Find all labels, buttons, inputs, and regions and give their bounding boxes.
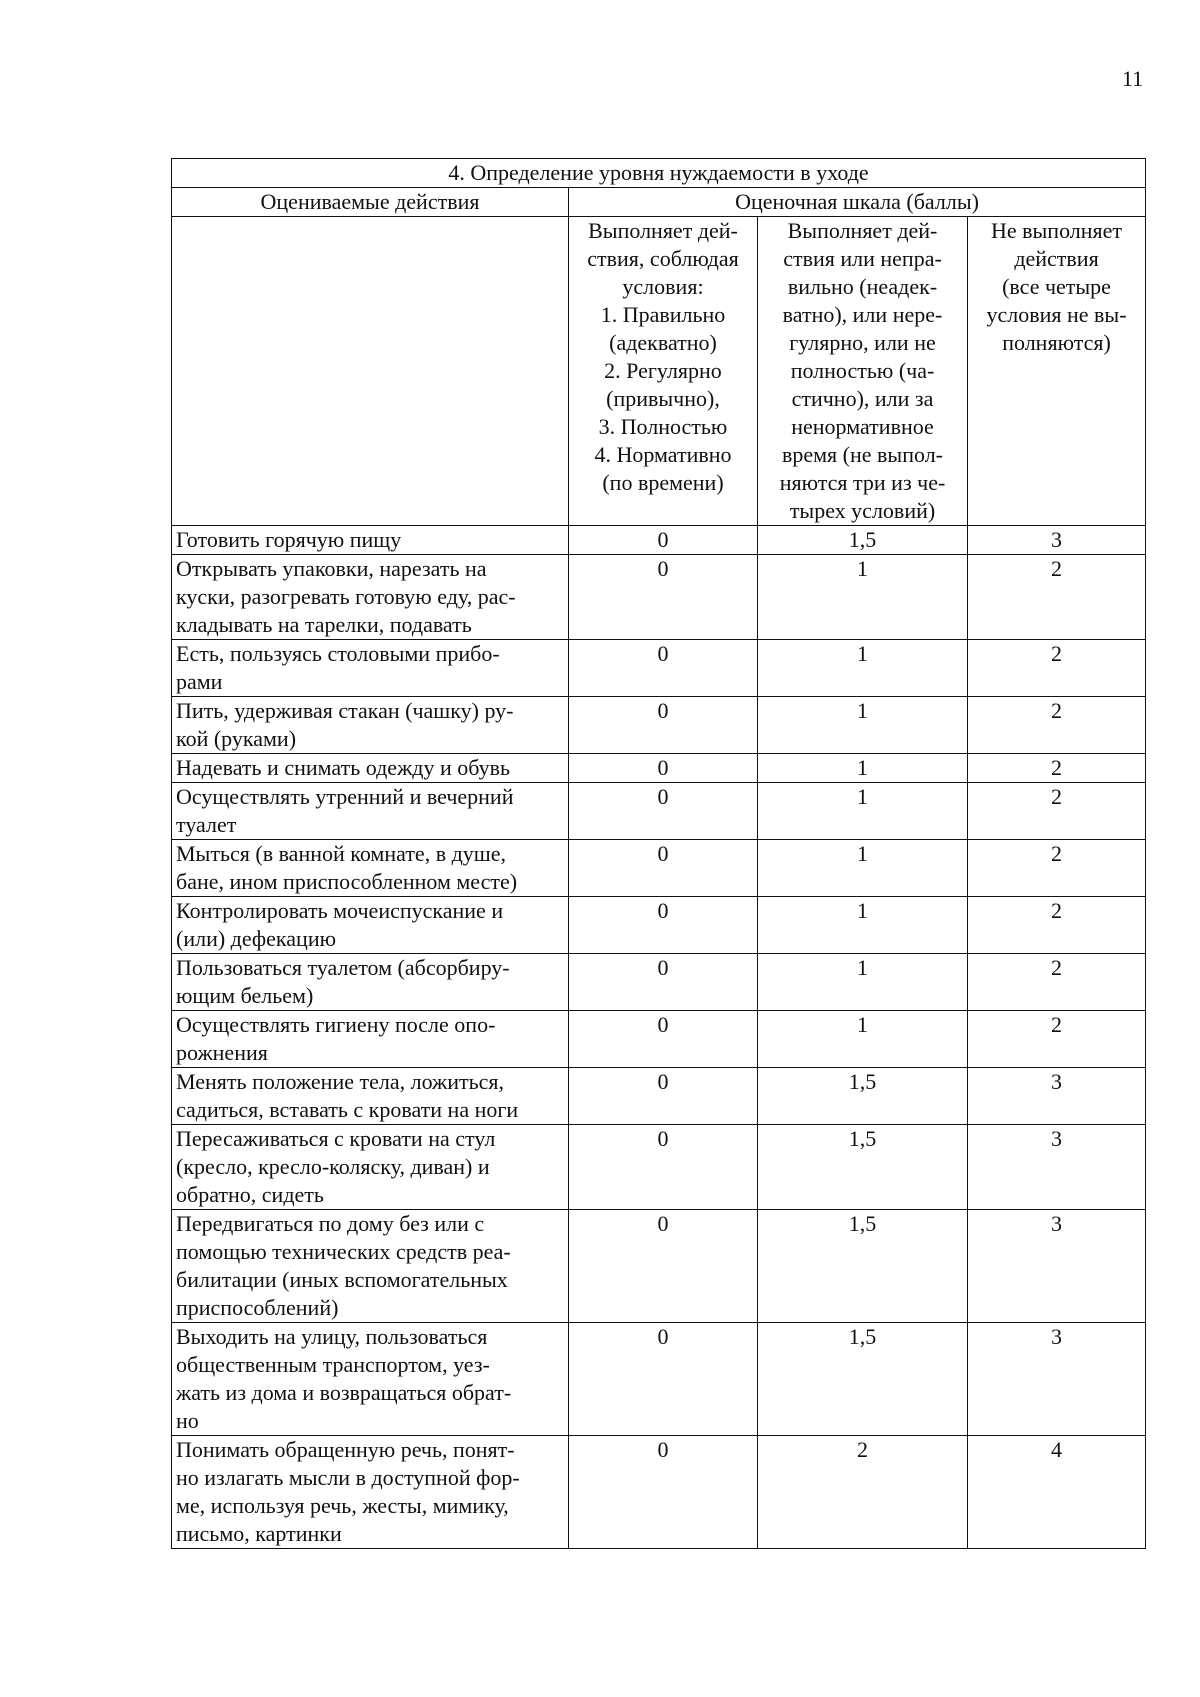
score-partial-cell: 1	[758, 555, 968, 640]
score-full-cell: 0	[569, 754, 758, 783]
action-cell: Контролировать мочеиспускание и (или) дефекацию	[172, 897, 569, 954]
table-row	[172, 754, 1146, 783]
action-cell: Надевать и снимать одежду и обувь	[172, 754, 569, 783]
score-none-cell: 2	[968, 640, 1146, 697]
table-row	[172, 1436, 1146, 1549]
table-row	[172, 897, 1146, 954]
score-partial-cell: 1	[758, 783, 968, 840]
score-none-cell: 2	[968, 897, 1146, 954]
action-cell: Осуществлять гигиену после опо- рожнения	[172, 1011, 569, 1068]
score-full-cell: 0	[569, 783, 758, 840]
score-none-cell: 2	[968, 783, 1146, 840]
score-partial-cell: 2	[758, 1436, 968, 1549]
score-none-cell: 2	[968, 697, 1146, 754]
score-none-cell: 3	[968, 1323, 1146, 1436]
score-full-cell: 0	[569, 1011, 758, 1068]
score-full-cell: 0	[569, 1068, 758, 1125]
table-row	[172, 1210, 1146, 1323]
score-none-cell: 4	[968, 1436, 1146, 1549]
action-cell: Менять положение тела, ложиться, садиться, вставать с кровати на ноги	[172, 1068, 569, 1125]
action-cell: Мыться (в ванной комнате, в душе, бане, ином приспособленном месте)	[172, 840, 569, 897]
score-full-cell: 0	[569, 1436, 758, 1549]
score-partial-cell: 1	[758, 1011, 968, 1068]
score-none-cell: 2	[968, 954, 1146, 1011]
score-partial-cell: 1	[758, 640, 968, 697]
score-partial-cell: 1,5	[758, 1323, 968, 1436]
action-cell: Есть, пользуясь столовыми прибо- рами	[172, 640, 569, 697]
table-row	[172, 697, 1146, 754]
score-full-cell: 0	[569, 897, 758, 954]
score-full-cell: 0	[569, 526, 758, 555]
score-partial-cell: 1,5	[758, 1210, 968, 1323]
table-row	[172, 1323, 1146, 1436]
score-partial-cell: 1	[758, 840, 968, 897]
table-row	[172, 526, 1146, 555]
score-partial-cell: 1,5	[758, 1125, 968, 1210]
action-cell: Выходить на улицу, пользоваться общественным транспортом, уез- жать из дома и возвращаться обрат- но	[172, 1323, 569, 1436]
score-partial-cell: 1	[758, 954, 968, 1011]
score-partial-cell: 1,5	[758, 526, 968, 555]
action-cell: Осуществлять утренний и вечерний туалет	[172, 783, 569, 840]
action-cell: Открывать упаковки, нарезать на куски, разогревать готовую еду, рас- кладывать на тарелки, подавать	[172, 555, 569, 640]
score-full-cell: 0	[569, 954, 758, 1011]
score-full-cell: 0	[569, 555, 758, 640]
table-row	[172, 1068, 1146, 1125]
score-none-cell: 2	[968, 1011, 1146, 1068]
table-row	[172, 1125, 1146, 1210]
score-none-cell: 2	[968, 754, 1146, 783]
action-cell: Пересаживаться с кровати на стул (кресло, кресло-коляску, диван) и обратно, сидеть	[172, 1125, 569, 1210]
score-none-cell: 3	[968, 526, 1146, 555]
action-cell: Передвигаться по дому без или с помощью технических средств реа- билитации (иных вспомогательных приспособлений)	[172, 1210, 569, 1323]
table-row	[172, 783, 1146, 840]
actions-column-header: Оцениваемые действия	[172, 188, 569, 217]
scale-description-partial: Выполняет дей- ствия или непра- вильно (неадек- ватно), или нере- гулярно, или не полностью (ча- стично), или за ненормативное время (не выпол- няются три из че- тырех условий)	[758, 217, 968, 526]
scale-description-none: Не выполняет действия (все четыре условия не вы- полняются)	[968, 217, 1146, 526]
score-partial-cell: 1	[758, 697, 968, 754]
score-full-cell: 0	[569, 1210, 758, 1323]
score-none-cell: 3	[968, 1210, 1146, 1323]
scale-description-full: Выполняет дей- ствия, соблюдая условия: 1. Правильно (адекватно) 2. Регулярно (привычно), 3. Полностью 4. Нормативно (по времени)	[569, 217, 758, 526]
empty-header-cell	[172, 217, 569, 526]
action-cell: Пользоваться туалетом (абсорбиру- ющим бельем)	[172, 954, 569, 1011]
action-cell: Готовить горячую пищу	[172, 526, 569, 555]
score-none-cell: 2	[968, 555, 1146, 640]
table-row	[172, 954, 1146, 1011]
action-cell: Пить, удерживая стакан (чашку) ру- кой (руками)	[172, 697, 569, 754]
scale-description-row	[172, 217, 1146, 526]
score-none-cell: 3	[968, 1068, 1146, 1125]
table-header-row	[172, 188, 1146, 217]
table-row	[172, 1011, 1146, 1068]
score-full-cell: 0	[569, 697, 758, 754]
table-body	[172, 526, 1146, 1549]
score-partial-cell: 1	[758, 754, 968, 783]
score-full-cell: 0	[569, 640, 758, 697]
score-full-cell: 0	[569, 840, 758, 897]
table-title-row	[172, 159, 1146, 188]
score-partial-cell: 1	[758, 897, 968, 954]
table-row	[172, 840, 1146, 897]
score-full-cell: 0	[569, 1125, 758, 1210]
action-cell: Понимать обращенную речь, понят- но излагать мысли в доступной фор- ме, используя речь, жесты, мимику, письмо, картинки	[172, 1436, 569, 1549]
score-none-cell: 3	[968, 1125, 1146, 1210]
scale-column-header: Оценочная шкала (баллы)	[569, 188, 1146, 217]
score-none-cell: 2	[968, 840, 1146, 897]
score-full-cell: 0	[569, 1323, 758, 1436]
table-row	[172, 640, 1146, 697]
score-partial-cell: 1,5	[758, 1068, 968, 1125]
table-title: 4. Определение уровня нуждаемости в уходе	[172, 159, 1146, 188]
page-number: 11	[1122, 66, 1144, 91]
table-row	[172, 555, 1146, 640]
care-needs-table	[171, 158, 1146, 1549]
